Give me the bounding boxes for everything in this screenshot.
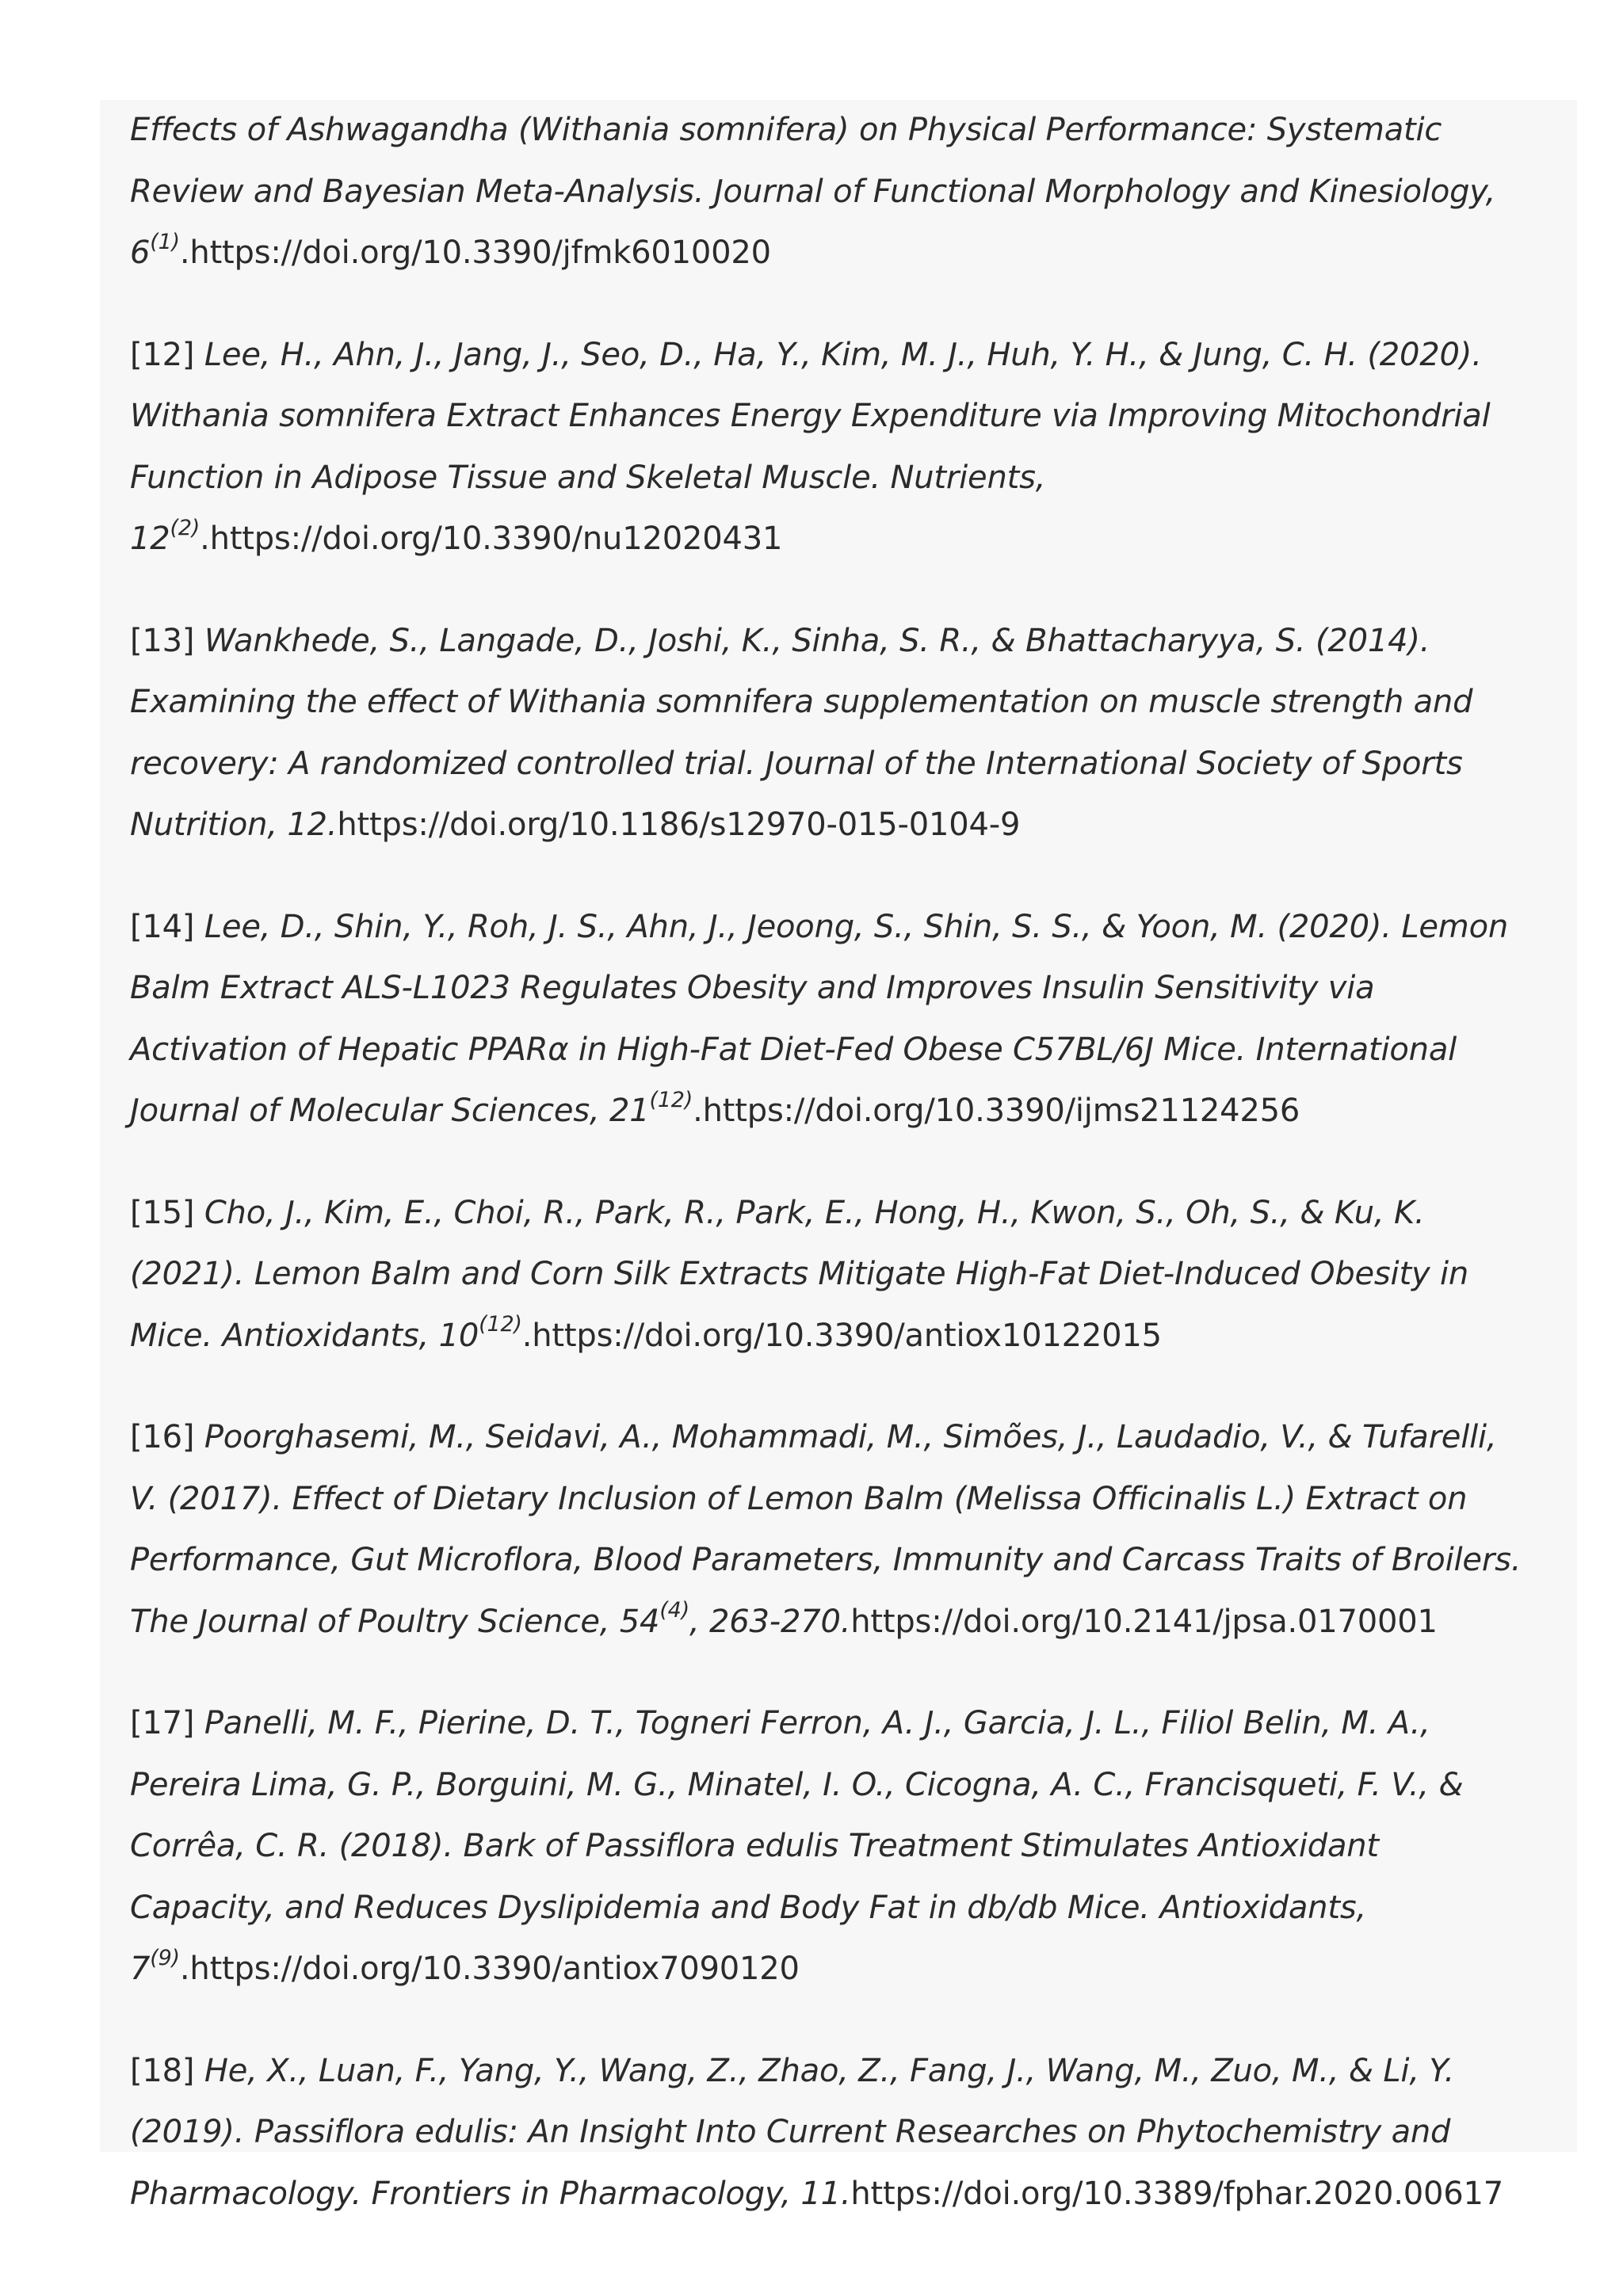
reference-18	[130, 2041, 1529, 2225]
reference-number: [14]	[130, 908, 195, 945]
reference-number: [15]	[130, 1194, 195, 1231]
reference-citation: Lee, D., Shin, Y., Roh, J. S., Ahn, J., Jeoong, S., Shin, S. S., & Yoon, M. (2020). Lemon Balm Extract ALS-L1023 Regulates Obesity and Improves Insulin Sensitivity via Activation of Hepatic PPARα in High-Fat Diet-Fed Obese C57BL/6J Mice. International Journal of Molecular Sciences, 21	[130, 908, 1508, 1129]
reference-issue: (4)	[659, 1598, 689, 1623]
reference-14	[130, 897, 1529, 1142]
reference-pages: , 263-270.	[689, 1603, 851, 1640]
reference-issue: (9)	[150, 1945, 180, 1970]
reference-doi-link[interactable]: .https://doi.org/10.3390/antiox7090120	[179, 1951, 800, 1987]
references-panel	[100, 100, 1577, 2212]
reference-doi-link[interactable]: .https://doi.org/10.3390/jfmk6010020	[179, 235, 771, 271]
reference-citation: Wankhede, S., Langade, D., Joshi, K., Sinha, S. R., & Bhattacharyya, S. (2014). Examining the effect of Withania somnifera supplementation on muscle strength and recovery: A randomized controlled trial. Journal of the International Society of Sports Nutrition, 12.	[130, 622, 1473, 843]
reference-doi-link[interactable]: https://doi.org/10.2141/jpsa.0170001	[850, 1603, 1438, 1640]
reference-11-continued	[130, 100, 1529, 284]
reference-12	[130, 325, 1529, 570]
reference-issue: (12)	[479, 1312, 522, 1337]
reference-issue: (12)	[649, 1087, 693, 1112]
reference-issue: (2)	[170, 515, 200, 540]
reference-citation: Effects of Ashwagandha (Withania somnifera) on Physical Performance: Systematic Review and Bayesian Meta-Analysis. Journal of Functional Morphology and Kinesiology, 6	[130, 112, 1496, 271]
reference-doi-link[interactable]: .https://doi.org/10.3390/nu12020431	[200, 521, 783, 557]
reference-citation: Cho, J., Kim, E., Choi, R., Park, R., Park, E., Hong, H., Kwon, S., Oh, S., & Ku, K. (2021). Lemon Balm and Corn Silk Extracts Mitigate High-Fat Diet-Induced Obesity in Mice. Antioxidants, 10	[130, 1194, 1469, 1354]
reference-issue: (1)	[150, 229, 180, 254]
reference-doi-link[interactable]: .https://doi.org/10.3390/ijms21124256	[693, 1093, 1300, 1129]
reference-citation: Lee, H., Ahn, J., Jang, J., Seo, D., Ha, Y., Kim, M. J., Huh, Y. H., & Jung, C. H. (2020). Withania somnifera Extract Enhances Energy Expenditure via Improving Mitochondrial Function in Adipose Tissue and Skeletal Muscle. Nutrients, 12	[130, 336, 1491, 557]
reference-number: [18]	[130, 2052, 195, 2089]
reference-doi-link[interactable]: https://doi.org/10.3389/fphar.2020.00617	[850, 2175, 1503, 2212]
reference-doi-link[interactable]: https://doi.org/10.1186/s12970-015-0104-9	[337, 807, 1021, 843]
reference-number: [17]	[130, 1705, 195, 1741]
reference-citation: Panelli, M. F., Pierine, D. T., Togneri Ferron, A. J., Garcia, J. L., Filiol Belin, M. A., Pereira Lima, G. P., Borguini, M. G., Minatel, I. O., Cicogna, A. C., Francisqueti, F. V., & Corrêa, C. R. (2018). Bark of Passiflora edulis Treatment Stimulates Antioxidant Capacity, and Reduces Dyslipidemia and Body Fat in db/db Mice. Antioxidants, 7	[130, 1705, 1464, 1987]
reference-13	[130, 611, 1529, 856]
reference-number: [16]	[130, 1419, 195, 1455]
reference-number: [12]	[130, 336, 195, 373]
reference-number: [13]	[130, 622, 195, 659]
reference-15	[130, 1183, 1529, 1367]
reference-citation: Poorghasemi, M., Seidavi, A., Mohammadi, M., Simões, J., Laudadio, V., & Tufarelli, V. (2017). Effect of Dietary Inclusion of Lemon Balm (Melissa Officinalis L.) Extract on Performance, Gut Microflora, Blood Parameters, Immunity and Carcass Traits of Broilers. The Journal of Poultry Science, 54	[130, 1419, 1522, 1640]
reference-16	[130, 1407, 1529, 1653]
reference-17	[130, 1693, 1529, 2000]
reference-doi-link[interactable]: .https://doi.org/10.3390/antiox10122015	[521, 1317, 1162, 1354]
reference-citation: He, X., Luan, F., Yang, Y., Wang, Z., Zhao, Z., Fang, J., Wang, M., Zuo, M., & Li, Y. (2019). Passiflora edulis: An Insight Into Current Researches on Phytochemistry and Pharmacology. Frontiers in Pharmacology, 11.	[130, 2052, 1454, 2212]
